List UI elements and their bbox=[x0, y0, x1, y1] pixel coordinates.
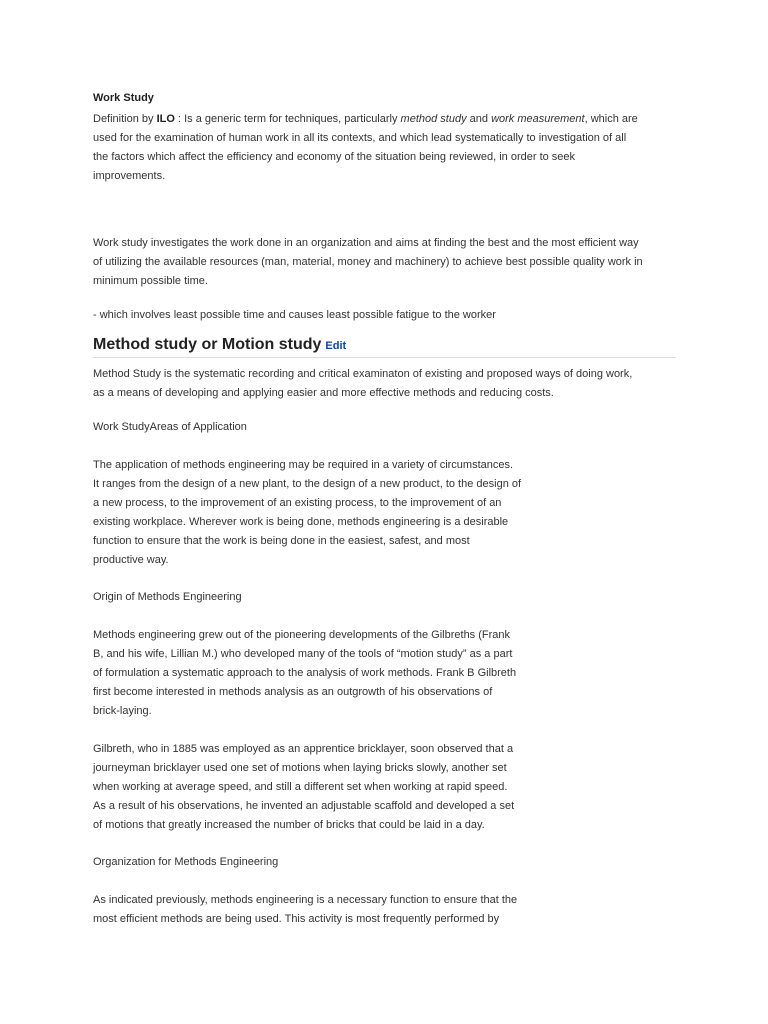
paragraph-line: function to ensure that the work is being done in the easiest, safest, and most bbox=[93, 535, 470, 547]
paragraph-line: B, and his wife, Lillian M.) who developed many of the tools of “motion study” as a part bbox=[93, 648, 513, 660]
paragraph-line: existing workplace. Wherever work is being done, methods engineering is a desirable bbox=[93, 516, 509, 528]
section-title: Method study or Motion study bbox=[93, 336, 322, 353]
paragraph-line: The application of methods engineering may be required in a variety of circumstances. bbox=[93, 459, 514, 471]
definition-line-3: the factors which affect the efficiency and economy of the situation being reviewed, in order to seek bbox=[93, 151, 576, 163]
areas-heading: Work StudyAreas of Application bbox=[93, 421, 247, 433]
paragraph-line: of motions that greatly increased the number of bricks that could be laid in a day. bbox=[93, 819, 485, 831]
paragraph-line: Method Study is the systematic recording and critical examinaton of existing and proposed ways of doing work, bbox=[93, 368, 633, 380]
paragraph-line: of formulation a systematic approach to the analysis of work methods. Frank B Gilbreth bbox=[93, 667, 517, 679]
paragraph-line: productive way. bbox=[93, 554, 169, 566]
method-study-italic: method study bbox=[400, 113, 467, 125]
organization-paragraph bbox=[93, 891, 517, 929]
paragraph-line: when working at average speed, and still a different set when working at rapid speed. bbox=[93, 781, 508, 793]
paragraph-line: It ranges from the design of a new plant, to the design of a new product, to the design of bbox=[93, 478, 522, 490]
edit-link[interactable]: Edit bbox=[325, 340, 347, 352]
fatigue-line: - which involves least possible time and causes least possible fatigue to the worker bbox=[93, 309, 496, 321]
application-paragraph bbox=[93, 456, 521, 570]
paragraph-line: As a result of his observations, he invented an adjustable scaffold and developed a set bbox=[93, 800, 515, 812]
section-heading bbox=[93, 336, 346, 354]
paragraph-line: journeyman bricklayer used one set of motions when laying bricks slowly, another set bbox=[93, 762, 507, 774]
origin-paragraph bbox=[93, 626, 516, 721]
definition-text: and bbox=[466, 113, 492, 125]
paragraph-line: minimum possible time. bbox=[93, 275, 208, 287]
ilo-bold: ILO bbox=[156, 113, 175, 125]
paragraph-line: brick-laying. bbox=[93, 705, 152, 717]
definition-paragraph bbox=[93, 110, 638, 186]
paragraph-line: Work study investigates the work done in an organization and aims at finding the best and the most efficient way bbox=[93, 237, 639, 249]
definition-text: Definition by bbox=[93, 113, 157, 125]
paragraph-line: a new process, to the improvement of an existing process, to the improvement of an bbox=[93, 497, 502, 509]
paragraph-line: most efficient methods are being used. This activity is most frequently performed by bbox=[93, 913, 500, 925]
origin-heading: Origin of Methods Engineering bbox=[93, 591, 242, 603]
investigates-paragraph bbox=[93, 234, 643, 291]
work-measurement-italic: work measurement bbox=[491, 113, 585, 125]
definition-text: , which are bbox=[584, 113, 638, 125]
gilbreth-paragraph bbox=[93, 740, 514, 835]
organization-heading: Organization for Methods Engineering bbox=[93, 856, 279, 868]
paragraph-line: Gilbreth, who in 1885 was employed as an apprentice bricklayer, soon observed that a bbox=[93, 743, 514, 755]
paragraph-line: first become interested in methods analysis as an outgrowth of his observations of bbox=[93, 686, 493, 698]
paragraph-line: As indicated previously, methods engineering is a necessary function to ensure that the bbox=[93, 894, 518, 906]
method-definition-paragraph bbox=[93, 365, 632, 403]
page-title: Work Study bbox=[93, 92, 154, 104]
definition-line-2: used for the examination of human work in all its contexts, and which lead systematically to investigation of all bbox=[93, 132, 627, 144]
paragraph-line: Methods engineering grew out of the pioneering developments of the Gilbreths (Frank bbox=[93, 629, 511, 641]
definition-text: : Is a generic term for techniques, particularly bbox=[174, 113, 401, 125]
paragraph-line: as a means of developing and applying easier and more effective methods and reducing costs. bbox=[93, 387, 554, 399]
definition-line-4: improvements. bbox=[93, 170, 166, 182]
definition-line-1 bbox=[93, 110, 638, 129]
paragraph-line: of utilizing the available resources (man, material, money and machinery) to achieve best possible quality work in bbox=[93, 256, 643, 268]
section-divider bbox=[93, 357, 676, 358]
